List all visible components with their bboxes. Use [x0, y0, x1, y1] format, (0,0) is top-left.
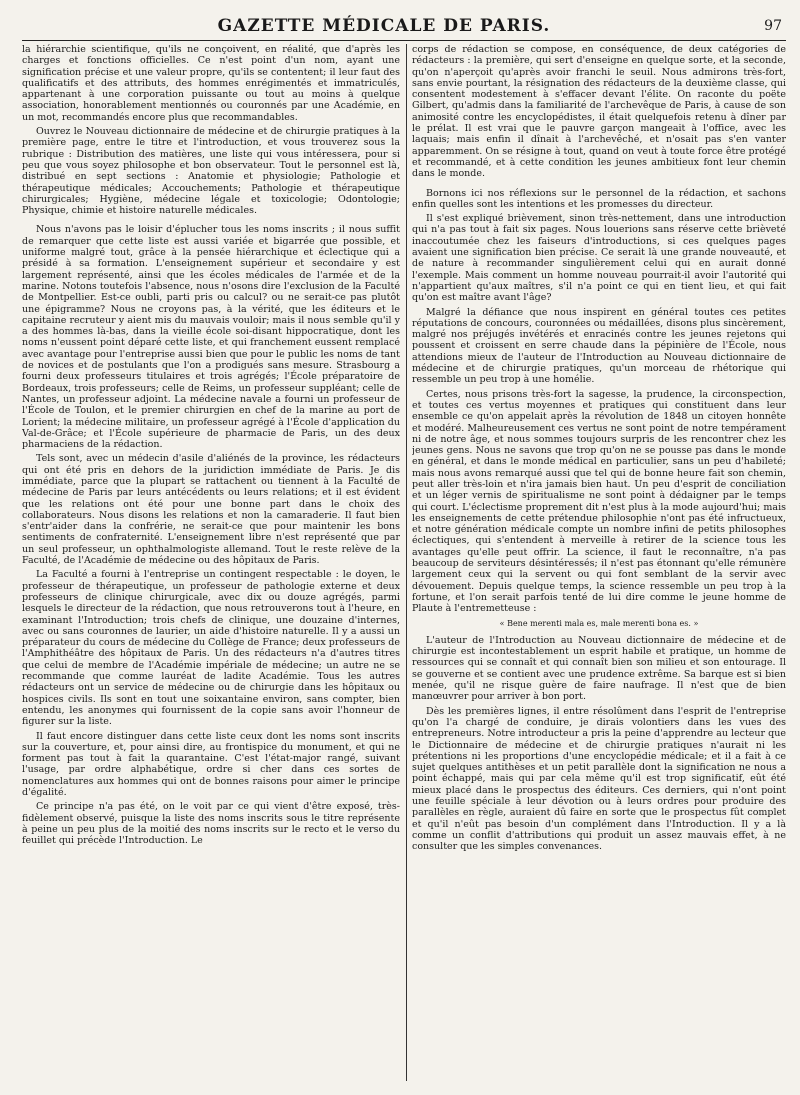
paragraph: Il s'est expliqué brièvement, sinon très-nettement, dans une introduction qui n'a pas tout à fait six pages. Nous louerions sans réserve cette brièveté inaccoutumée chez les faiseurs d'introductions, si ces quelques pages avaient une signification bien précise. Ce serait là une grande nouveauté, et de nature à recommander singulièrement celui qui en aurait donné l'exemple. Mais comment un homme nouveau pourrait-il avoir l'autorité qui n'appartient qu'aux maîtres, s'il n'a point ce qui en tient lieu, et qui fait qu'on est maître avant l'âge? — [412, 213, 786, 304]
left-column — [22, 44, 400, 1081]
text-columns — [22, 44, 786, 1081]
paragraph: Malgré la défiance que nous inspirent en général toutes ces petites réputations de concours, couronnées ou médaillées, disons plus sincèrement, malgré nos préjugés invétérés et enracinés contre les jeunes rejetons qui poussent et croissent en serre chaude dans la pépinière de l'École, nous attendions mieux de l'auteur de l'Introduction au Nouveau dictionnaire de médecine et de chirurgie pratiques, qu'un morceau de rhétorique qui ressemble un peu trop à une homélie. — [412, 306, 786, 386]
paragraph: Tels sont, avec un médecin d'asile d'aliénés de la province, les rédacteurs qui ont été pris en dehors de la juridiction immédiate de Paris. Je dis immédiate, parce que la plupart se rattachent ou tiennent à la Faculté de médecine de Paris par leurs antécédents ou leurs relations; et il est évident que les relations ont été pour une bonne part dans le choix des collaborateurs. Nous disons les relations et non la camaraderie. Il faut bien s'entr'aider dans la confrérie, ne serait-ce que pour maintenir les bons sentiments de confraternité. L'enseignement libre n'est représenté que par un seul professeur, un ophthalmologiste allemand. Tout le reste relève de la Faculté, de l'Académie de médecine ou des hôpitaux de Paris. — [22, 453, 400, 567]
paragraph: Il faut encore distinguer dans cette liste ceux dont les noms sont inscrits sur la couverture, et, pour ainsi dire, au frontispice du monument, et qui ne forment pas tout à fait la quarantaine. C'est l'état-major rangé, suivant l'usage, par ordre alphabétique, ordre si cher dans ces sortes de nomenclatures aux hommes qui ont de bonnes raisons pour aimer le principe d'égalité. — [22, 730, 400, 798]
paragraph: Certes, nous prisons très-fort la sagesse, la prudence, la circonspection, et toutes ces vertus moyennes et pratiques qui constituent dans leur ensemble ce qu'on appelait après la révolution de 1848 un citoyen honnête et modéré. Malheureusement ces vertus ne sont point de notre tempérament ni de notre âge, et nous sommes toujours surpris de les rencontrer chez les jeunes gens. Nous ne savons que trop qu'on ne se pousse pas dans le monde en général, et dans le monde médical en particulier, sans un peu d'habileté; mais nous avons remarqué aussi que tel qui de bonne heure fait son chemin, peut aller très-loin et n'ira jamais bien haut. Un peu d'esprit de conciliation et un léger vernis de spiritualisme ne sont point à dédaigner par le temps qui court. L'éclectisme proprement dit n'est plus à la mode aujourd'hui; mais les enseignements de cette prétendue philosophie n'ont pas été infructueux, et notre génération médicale compte un nombre infini de petits philosophes éclectiques, qui s'entendent à merveille à retirer de la science tous les avantages qu'elle peut offrir. La science, il faut le reconnaître, n'a pas beaucoup de serviteurs désintéressés; il n'est pas étonnant qu'elle rémunère largement ceux qui la servent ou qui font semblant de la servir avec dévouement. Depuis quelque temps, la science ressemble un peu trop à la fortune, et l'on serait parfois tenté de lui dire comme le jeune homme de Plaute à l'entremetteuse : — [412, 388, 786, 615]
latin-quote: « Bene merenti mala es, male merenti bona es. » — [499, 618, 699, 628]
column-divider — [406, 44, 407, 1081]
paragraph: Nous n'avons pas le loisir d'éplucher tous les noms inscrits ; il nous suffit de remarquer que cette liste est aussi variée et bigarrée que possible, et uniforme malgré tout, grâce à la pensée hiérarchique et éclectique qui a présidé à sa formation. L'enseignement supérieur et secondaire y est largement représenté, ainsi que les écoles médicales de l'armée et de la marine. Notons toutefois l'absence, nous n'osons dire l'exclusion de la Faculté de Montpellier. Est-ce oubli, parti pris ou calcul? ou ne serait-ce pas plutôt une épigramme? Nous ne croyons pas, à la vérité, que les éditeurs et le capitaine recruteur y aient mis du mauvais vouloir; mais il nous semble qu'il y a des hommes là-bas, dans la vieille école soi-disant hippocratique, dont les noms n'eussent point déparé cette liste, et qui franchement eussent remplacé avec avantage pour l'entreprise aussi bien que pour le public les noms de tant de novices et de postulants que l'on a prodigués sans mesure. Strasbourg a fourni deux professeurs titulaires et trois agrégés; l'École préparatoire de Bordeaux, trois professeurs; celle de Reims, un professeur suppléant; celle de Nantes, un professeur adjoint. La médecine navale a fourni un professeur de l'École de Toulon, et le premier chirurgien en chef de la marine au port de Lorient; la médecine militaire, un professeur agrégé à l'École d'application du Val-de-Grâce; et l'École supérieure de pharmacie de Paris, un des deux pharmaciens de la rédaction. — [22, 224, 400, 451]
journal-title: GAZETTE MÉDICALE DE PARIS. — [217, 16, 551, 36]
page-header — [22, 14, 786, 41]
paragraph: La Faculté a fourni à l'entreprise un contingent respectable : le doyen, le professeur de thérapeutique, un professeur de pathologie externe et deux professeurs de clinique chirurgicale, avec dix ou douze agrégés, parmi lesquels le directeur de la rédaction, que nous retrouverons tout à l'heure, en examinant l'Introduction; trois chefs de clinique, une douzaine d'internes, avec ou sans couronnes de laurier, un aide d'histoire naturelle. Il y a aussi un préparateur du cours de médecine du Collège de France; deux professeurs de l'Amphithéâtre des hôpitaux de Paris. Un des rédacteurs n'a d'autres titres que celui de membre de l'Académie impériale de médecine; un autre ne se recommande que comme lauréat de ladite Académie. Tous les autres rédacteurs ont un service de médecine ou de chirurgie dans les hôpitaux ou hospices civils. Ils sont en tout une soixantaine environ, sans compter, bien entendu, les anonymes qui fournissent de la copie sans avoir l'honneur de figurer sur la liste. — [22, 569, 400, 728]
paragraph: la hiérarchie scientifique, qu'ils ne conçoivent, en réalité, que d'après les charges et fonctions officielles. Ce n'est point d'un nom, ayant une signification précise et une valeur propre, qu'ils se contentent; il leur faut des qualificatifs et des attributs, des hommes enrégimentés et immatriculés, appartenant à une corporation puissante ou tout au moins à quelque association, honorablement mentionnés ou couronnés par une Académie, en un mot, recommandés encore plus que recommandables. — [22, 44, 400, 123]
paragraph: Dès les premières lignes, il entre résolûment dans l'esprit de l'entreprise qu'on l'a chargé de conduire, je dirais volontiers dans les vues des entrepreneurs. Notre introducteur a pris la peine d'apprendre au lecteur que le Dictionnaire de médecine et de chirurgie pratiques n'aurait ni les prétentions ni les proportions d'une encyclopédie médicale; et il a fait à ce sujet quelques antithèses et un petit parallèle dont la signification ne nous a point échappé, mais qui par cela même qu'il est trop significatif, eût été mieux placé dans le prospectus des éditeurs. Ces derniers, qui n'ont point une feuille spéciale à leur dévotion ou à leurs ordres pour produire des parallèles en règle, auraient dû faire en sorte que le prospectus fût complet et qu'il n'eût pas besoin d'un complément dans l'Introduction. Il y a là comme un conflit d'attributions qui produit un assez mauvais effet, à ne consulter que les simples convenances. — [412, 705, 786, 853]
paragraph: Bornons ici nos réflexions sur le personnel de la rédaction, et sachons enfin quelles sont les intentions et les promesses du directeur. — [412, 187, 786, 210]
paragraph: L'auteur de l'Introduction au Nouveau dictionnaire de médecine et de chirurgie est incontestablement un esprit habile et pratique, un homme de ressources qui se connaît et qui connaît bien son milieu et son entourage. Il se gouverne et se contient avec une prudence extrême. Sa barque est si bien menée, qu'il ne risque guère de faire naufrage. Il n'est que de bien manœuvrer pour arriver à bon port. — [412, 634, 786, 703]
paragraph: Ce principe n'a pas été, on le voit par ce qui vient d'être exposé, très-fidèlement observé, puisque la liste des noms inscrits sous le titre représente à peine un peu plus de la moitié des noms inscrits sur le recto et le verso du feuillet qui précède l'Introduction. Le — [22, 801, 400, 847]
paragraph: Ouvrez le Nouveau dictionnaire de médecine et de chirurgie pratiques à la première page, entre le titre et l'introduction, et vous trouverez sous la rubrique : Distribution des matières, une liste qui vous intéressera, pour si peu que vous soyez philosophe et bon observateur. Tout le personnel est là, distribué en sept sections : Anatomie et physiologie; Pathologie et thérapeutique médicales; Accouchements; Pathologie et thérapeutique chirurgicales; Hygiène, médecine légale et toxicologie; Odontologie; Physique, chimie et histoire naturelle médicales. — [22, 126, 400, 217]
right-column — [412, 44, 786, 1081]
paragraph: corps de rédaction se compose, en conséquence, de deux catégories de rédacteurs : la première, qui sert d'enseigne en quelque sorte, et la seconde, qu'on n'aperçoit qu'après avoir franchi le seuil. Nous admirons très-fort, sans envie pourtant, la résignation des rédacteurs de la deuxième classe, qui consentent modestement à s'effacer devant l'élite. On raconte du poëte Gilbert, qu'admis dans la familiarité de l'archevêque de Paris, à cause de son animosité contre les encyclopédistes, il était quelquefois retenu à dîner par le prélat. Il est vrai que le pauvre garçon mangeait à l'office, avec les laquais; mais enfin il dînait à l'archevêché, et n'osait pas s'en vanter apparemment. On se résigne à tout, quand on veut à toute force être protégé et recommandé, et à cette condition les jeunes ambitieux font leur chemin dans le monde. — [412, 44, 786, 180]
page-number: 97 — [764, 18, 782, 34]
